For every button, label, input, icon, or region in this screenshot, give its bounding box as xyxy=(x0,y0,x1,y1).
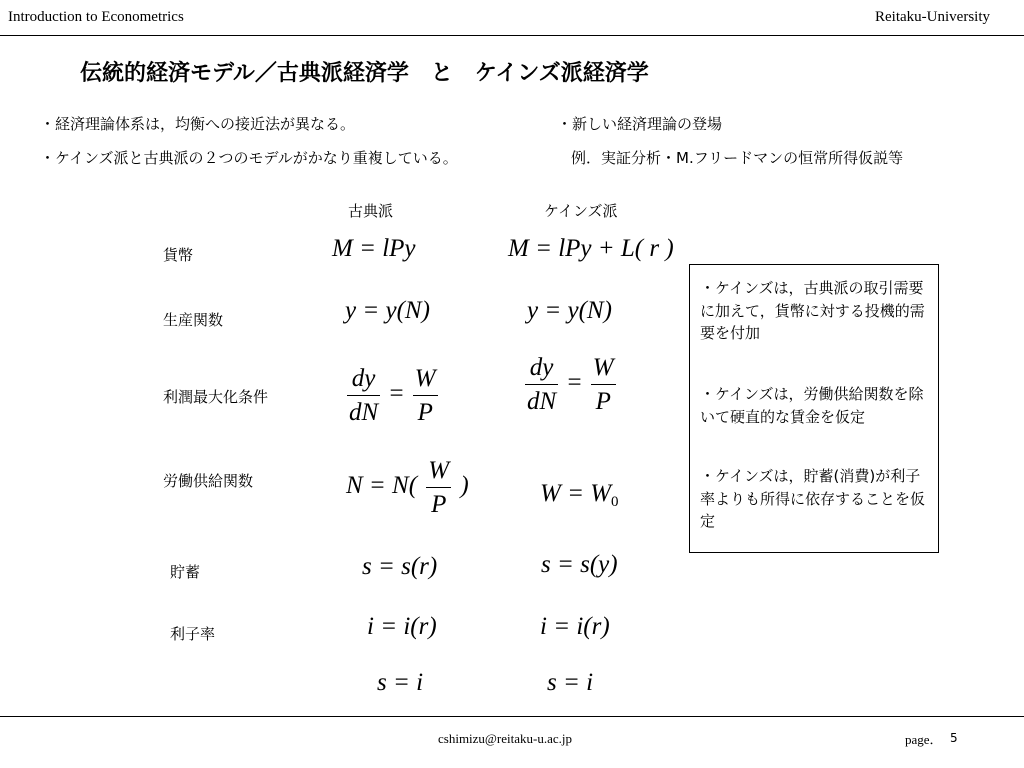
bullet-example: 例．実証分析・M.フリードマンの恒常所得仮説等 xyxy=(571,149,904,167)
fraction-w-p: $\frac{W}{P}$ xyxy=(414,365,436,426)
keynes-notes-box xyxy=(689,264,939,553)
footer-page-label: page． xyxy=(905,732,943,747)
header-course-title: Introduction to Econometrics xyxy=(8,9,184,25)
eq-production-classical: y = y(N) xyxy=(345,297,430,324)
eq-labor-keynesian: $W = W_0$ xyxy=(540,480,619,510)
row-label-interest: 利子率 xyxy=(170,625,216,643)
bullet-new-theory: ・新しい経済理論の登場 xyxy=(557,115,723,133)
fraction-dy-dn: $\frac{dy}{dN}$ xyxy=(527,354,557,415)
eq-interest-classical: i = i(r) xyxy=(367,613,437,640)
header-divider xyxy=(0,35,1024,36)
eq-equilibrium-keynesian: s = i xyxy=(547,669,594,696)
note-rigid-wages: ・ケインズは，労働供給関数を除いて硬直的な賃金を仮定 xyxy=(700,385,924,426)
eq-money-keynesian: M = lPy + L( r ) xyxy=(508,235,674,262)
note-saving-income: ・ケインズは，貯蓄(消費)が利子率よりも所得に依存することを仮定 xyxy=(700,467,926,530)
row-label-profit: 利潤最大化条件 xyxy=(163,388,269,406)
fraction-w-p: $\frac{W}{P}$ xyxy=(592,354,614,415)
eq-labor-classical: N = N( $\frac{W}{P}$ ) xyxy=(346,457,469,518)
header-university: Reitaku-University xyxy=(875,9,990,25)
fraction-dy-dn: $\frac{dy}{dN}$ xyxy=(349,365,379,426)
fraction-w-p: $\frac{W}{P}$ xyxy=(428,457,450,518)
eq-saving-classical: s = s(r) xyxy=(362,553,438,580)
footer-email: cshimizu@reitaku-u.ac.jp xyxy=(438,731,572,746)
bullet-overlap: ・ケインズ派と古典派の２つのモデルがかなり重複している。 xyxy=(40,149,458,167)
footer-page-number: 5 xyxy=(950,731,958,745)
row-label-money: 貨幣 xyxy=(163,246,194,264)
eq-equilibrium-classical: s = i xyxy=(377,669,424,696)
row-label-saving: 貯蓄 xyxy=(170,563,201,581)
column-header-keynesian: ケインズ派 xyxy=(544,202,618,220)
eq-saving-keynesian: s = s(y) xyxy=(541,551,618,578)
eq-profit-keynesian: $\frac{dy}{dN}$ = $\frac{W}{P}$ xyxy=(527,354,614,415)
slide-title: 伝統的経済モデル／古典派経済学 と ケインズ派経済学 xyxy=(80,61,649,86)
eq-interest-keynesian: i = i(r) xyxy=(540,613,610,640)
footer-divider xyxy=(0,716,1024,717)
eq-production-keynesian: y = y(N) xyxy=(527,297,612,324)
column-header-classical: 古典派 xyxy=(348,202,394,220)
row-label-production: 生産関数 xyxy=(163,311,224,329)
eq-profit-classical: $\frac{dy}{dN}$ = $\frac{W}{P}$ xyxy=(349,365,436,426)
row-label-labor: 労働供給関数 xyxy=(163,472,254,490)
bullet-approach: ・経済理論体系は，均衡への接近法が異なる。 xyxy=(40,115,356,133)
note-speculative-demand: ・ケインズは，古典派の取引需要に加えて，貨幣に対する投機的需要を付加 xyxy=(700,279,925,342)
eq-money-classical: M = lPy xyxy=(332,235,416,262)
